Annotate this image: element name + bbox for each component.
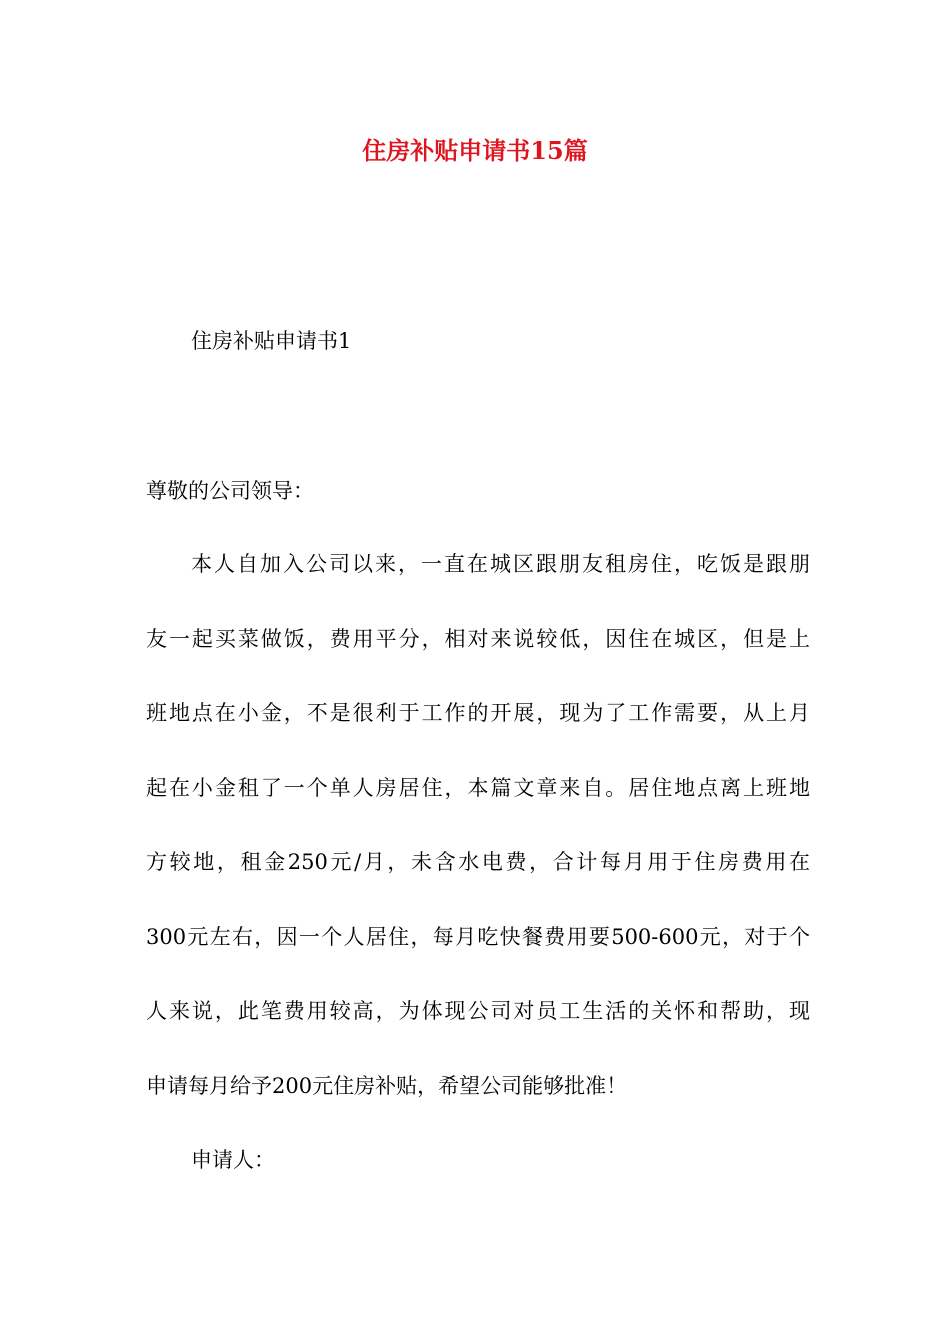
body-line: 起在小金租了一个单人房居住，本篇文章来自。居住地点离上班地 xyxy=(146,775,810,800)
body-line: 方较地，租金250元/月，未含水电费，合计每月用于住房费用在 xyxy=(146,850,810,874)
body-line: 班地点在小金，不是很利于工作的开展，现为了工作需要，从上月 xyxy=(146,701,810,725)
applicant-label: 申请人： xyxy=(191,1148,275,1172)
body-paragraph xyxy=(146,549,810,1145)
document-title: 住房补贴申请书15篇 xyxy=(362,136,588,165)
body-line: 友一起买菜做饭，费用平分，相对来说较低，因住在城区，但是上 xyxy=(146,626,810,651)
salutation: 尊敬的公司领导： xyxy=(146,479,314,503)
section-heading: 住房补贴申请书1 xyxy=(191,329,352,353)
body-line: 人来说，此笔费用较高，为体现公司对员工生活的关怀和帮助，现 xyxy=(146,999,810,1023)
body-line: 本人自加入公司以来，一直在城区跟朋友租房住，吃饭是跟朋 xyxy=(191,552,810,576)
body-line: 申请每月给予200元住房补贴，希望公司能够批准！ xyxy=(146,1073,628,1098)
body-line: 300元左右，因一个人居住，每月吃快餐费用要500-600元，对于个 xyxy=(146,924,810,949)
